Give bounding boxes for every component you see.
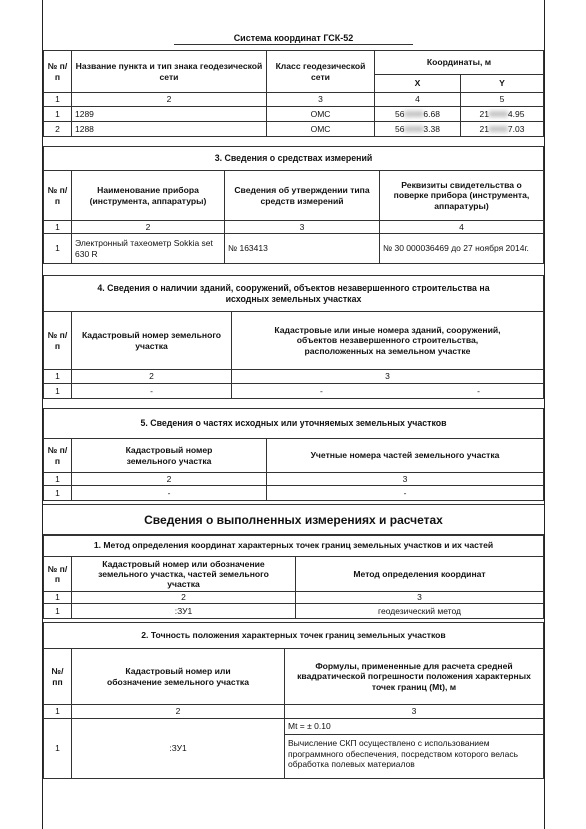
coord-x-suffix: 3.38 (423, 123, 440, 134)
col-num-header: № п/п (44, 557, 72, 592)
point-name: 1289 (72, 107, 267, 122)
accuracy-formula-cell (285, 719, 544, 779)
index-cell: 5 (461, 93, 544, 107)
building-numbers-left: - (320, 385, 323, 396)
section-title: 1. Метод определения координат характерных точек границ земельных участков и их частей (44, 535, 544, 557)
geodetic-points-table (43, 50, 544, 137)
certificate-info: № 30 000036469 до 27 ноября 2014г. (380, 234, 544, 264)
index-row (44, 93, 544, 107)
col-class-header: Класс геодезической сети (267, 51, 375, 93)
coord-x (375, 107, 461, 122)
buildings-section (43, 275, 544, 399)
buildings-table (43, 275, 544, 399)
index-cell: 2 (72, 705, 285, 719)
measurements-title: Сведения о выполненных измерениях и расчетах (144, 513, 443, 527)
coord-x-prefix: 56 (395, 123, 405, 134)
approval-info: № 163413 (225, 234, 380, 264)
parts-table (43, 408, 544, 501)
point-class: ОМС (267, 107, 375, 122)
coord-system-title: Система координат ГСК-52 (174, 33, 414, 45)
section-title: 3. Сведения о средствах измерений (44, 147, 544, 171)
col-cadastral-header: Кадастровый номер земельного участка (72, 312, 232, 370)
cadastral-number: - (72, 384, 232, 399)
method-table (43, 534, 544, 619)
table-row (44, 486, 544, 501)
index-cell: 1 (44, 705, 72, 719)
coord-y-suffix: 4.95 (507, 108, 525, 119)
coordinate-method: геодезический метод (296, 604, 544, 619)
index-cell: 2 (72, 221, 225, 234)
row-num: 1 (44, 384, 72, 399)
calculation-note: Вычисление СКП осуществлено с использованием программного обеспечения, посредством которого велась обработка полевых материалов (288, 738, 519, 770)
col-point-name-header: Название пункта и тип знака геодезической сети (72, 51, 267, 93)
index-cell: 1 (44, 93, 72, 107)
index-row (44, 221, 544, 234)
index-cell: 3 (232, 370, 544, 384)
col-cadastral-header: Кадастровый номер или обозначение земельного участка, частей земельного участка (72, 557, 296, 592)
col-num-header: № п/п (44, 171, 72, 221)
row-num: 1 (44, 107, 72, 122)
col-method-header: Метод определения координат (296, 557, 544, 592)
index-cell: 3 (267, 93, 375, 107)
col-coords-header: Координаты, м (375, 51, 544, 75)
parts-section (43, 408, 544, 501)
coord-y-suffix: 7.03 (507, 123, 525, 134)
point-class: ОМС (267, 122, 375, 137)
building-numbers (232, 384, 544, 399)
mt-value: Mt = ± 0.10 (285, 719, 543, 735)
coord-y-redacted: 8888 (489, 123, 508, 134)
coord-system-section (43, 28, 544, 137)
coord-y-prefix: 21 (479, 123, 489, 134)
document-page (42, 0, 545, 829)
coord-y (461, 107, 544, 122)
section-title: 4. Сведения о наличии зданий, сооружений, объектов незавершенного строительства на исходных земельных участках (44, 276, 544, 312)
coord-y-prefix: 21 (479, 108, 489, 119)
index-row (44, 705, 544, 719)
col-instrument-header: Наименование прибора (инструмента, аппаратуры) (72, 171, 225, 221)
index-row (44, 592, 544, 604)
coord-y-redacted: 8888 (489, 108, 508, 119)
cadastral-designation: :ЗУ1 (72, 604, 296, 619)
row-num: 2 (44, 122, 72, 137)
col-x-header: X (375, 75, 461, 93)
section-title: 2. Точность положения характерных точек границ земельных участков (44, 623, 544, 649)
col-cadastral-header: Кадастровый номер земельного участка (72, 439, 267, 473)
col-y-header: Y (461, 75, 544, 93)
coord-x-redacted: 8888 (404, 123, 424, 134)
index-cell: 2 (72, 93, 267, 107)
col-num-header: № п/п (44, 312, 72, 370)
col-parts-header: Учетные номера частей земельного участка (267, 439, 544, 473)
measurements-header (43, 504, 544, 536)
method-section (43, 534, 544, 619)
index-cell: 3 (285, 705, 544, 719)
index-cell: 1 (44, 221, 72, 234)
coord-x-redacted: 8888 (404, 108, 424, 119)
instruments-section (43, 146, 544, 264)
table-row (44, 719, 544, 779)
col-buildings-header: Кадастровые или иные номера зданий, сооружений, объектов незавершенного строительства, расположенных на земельном участке (232, 312, 544, 370)
row-num: 1 (44, 719, 72, 779)
index-cell: 1 (44, 473, 72, 486)
part-numbers: - (267, 486, 544, 501)
index-cell: 2 (72, 370, 232, 384)
cadastral-number: - (72, 486, 267, 501)
index-cell: 4 (375, 93, 461, 107)
building-numbers-right: - (477, 385, 480, 396)
row-num: 1 (44, 486, 72, 501)
accuracy-section (43, 622, 544, 779)
index-row (44, 370, 544, 384)
index-cell: 3 (267, 473, 544, 486)
row-num: 1 (44, 234, 72, 264)
col-formula-header: Формулы, примененные для расчета средней квадратической погрешности положения характерных точек границ (Mt), м (285, 649, 544, 705)
coord-y (461, 122, 544, 137)
table-row (44, 384, 544, 399)
coord-x-suffix: 6.68 (423, 108, 440, 119)
index-cell: 3 (225, 221, 380, 234)
col-approval-header: Сведения об утверждении типа средств измерений (225, 171, 380, 221)
col-num-header: №/ пп (44, 649, 72, 705)
index-cell: 1 (44, 370, 72, 384)
table-row (44, 234, 544, 264)
table-row (44, 122, 544, 137)
index-cell: 2 (72, 592, 296, 604)
index-cell: 2 (72, 473, 267, 486)
index-cell: 4 (380, 221, 544, 234)
accuracy-table (43, 622, 544, 779)
instrument-name: Электронный тахеометр Sokkia set 630 R (72, 234, 225, 264)
index-cell: 3 (296, 592, 544, 604)
instruments-table (43, 146, 544, 264)
cadastral-designation: :ЗУ1 (72, 719, 285, 779)
table-row (44, 604, 544, 619)
coord-x (375, 122, 461, 137)
col-certificate-header: Реквизиты свидетельства о поверке прибора (инструмента, аппаратуры) (380, 171, 544, 221)
coord-x-prefix: 56 (395, 108, 405, 119)
col-num-header: № п/п (44, 439, 72, 473)
index-row (44, 473, 544, 486)
col-num-header: № п/п (44, 51, 72, 93)
col-cadastral-header: Кадастровый номер или обозначение земельного участка (72, 649, 285, 705)
table-row (44, 107, 544, 122)
section-title: 5. Сведения о частях исходных или уточняемых земельных участков (44, 409, 544, 439)
row-num: 1 (44, 604, 72, 619)
point-name: 1288 (72, 122, 267, 137)
index-cell: 1 (44, 592, 72, 604)
